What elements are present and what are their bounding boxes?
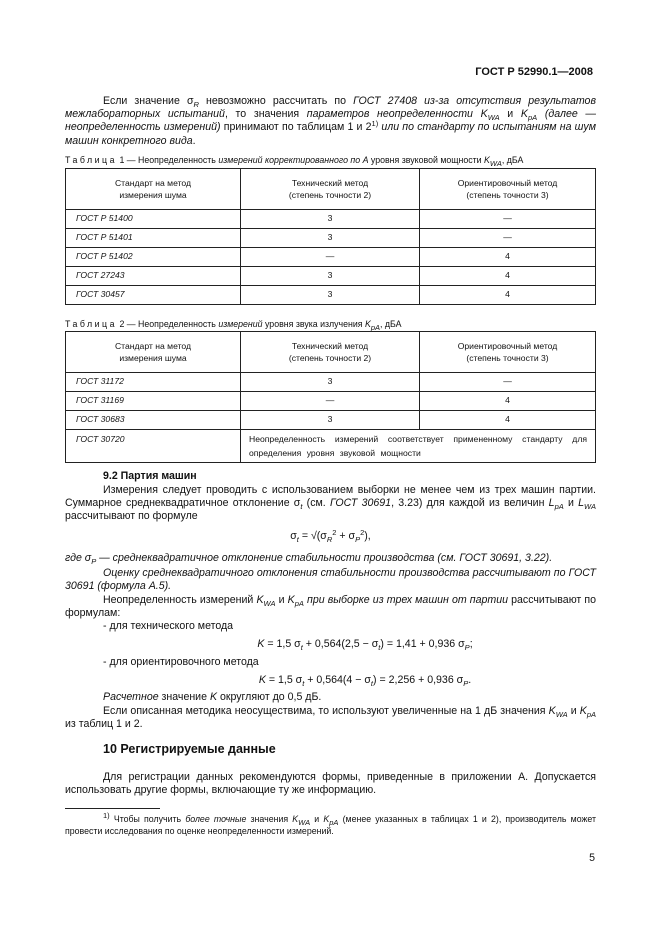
table-cell: ГОСТ Р 51401 <box>66 229 241 248</box>
text-segment: K <box>548 705 556 717</box>
text-segment: WA <box>555 710 568 719</box>
text-segment: K <box>257 638 265 650</box>
text-segment: из таблиц 1 и 2. <box>65 718 143 731</box>
text-segment: R <box>193 100 199 109</box>
merged-cell: Неопределенность измерений соответствует примененному стандарту для определения уровня звуковой мощности <box>241 430 596 463</box>
text-segment: невозможно рассчитать по <box>198 95 354 107</box>
table-cell: ГОСТ 27243 <box>66 267 241 286</box>
text-segment: K <box>323 814 330 824</box>
text-segment: значение <box>158 691 210 703</box>
text-segment: WA <box>298 818 311 827</box>
text-segment: t <box>370 679 374 688</box>
s92-paragraph-2 <box>65 552 596 565</box>
text-segment: pA <box>527 113 538 123</box>
s92-paragraph-4 <box>65 594 596 620</box>
text-segment: при выборке из трех машин от партии <box>303 594 509 606</box>
text-segment: 1) <box>371 119 379 129</box>
table-cell: 3 <box>241 411 420 430</box>
text-segment: ) = 1,41 + 0,936 σ <box>380 638 465 650</box>
table-cell: 4 <box>420 286 596 305</box>
text-segment: P <box>355 535 361 544</box>
text-segment: (далее — неопределенность измерений) <box>65 108 596 134</box>
text-segment: измерений корректированного по А <box>218 155 369 165</box>
table-cell: — <box>420 373 596 392</box>
table1-caption <box>65 154 523 167</box>
table-row <box>66 286 596 305</box>
text-segment: = √(σ <box>298 530 327 542</box>
text-segment: и <box>275 594 288 606</box>
text-segment: где σ <box>65 552 92 564</box>
text-segment: Расчетное <box>103 691 159 703</box>
table-row <box>66 267 596 286</box>
formula-sigma-t <box>65 530 596 543</box>
text-segment: , то значения <box>224 108 307 121</box>
table-cell: — <box>420 210 596 229</box>
text-segment: t <box>378 643 381 652</box>
text-segment: ГОСТ 30691 <box>329 497 392 510</box>
text-segment: — среднеквадратичное отклонение стабильности производства (см. ГОСТ 30691, 3.22). <box>96 552 553 564</box>
text-segment: , дБА <box>501 155 524 165</box>
text-segment: 2 — Неопределенность <box>117 319 219 329</box>
table-cell: 4 <box>420 392 596 411</box>
text-segment: + σ <box>336 530 356 542</box>
text-segment: WA <box>487 113 500 123</box>
table-cell: ГОСТ 31169 <box>66 392 241 411</box>
text-segment: и <box>563 497 579 510</box>
text-segment: pA <box>554 502 564 512</box>
intro-paragraph <box>65 95 596 148</box>
table-cell: ГОСТ 30720 <box>66 430 241 463</box>
text-segment: K <box>256 594 264 606</box>
table-cell: 3 <box>241 267 420 286</box>
text-segment: ГОСТ 27408 из-за отсутствия результатов межлабораторных испытаний <box>65 95 596 121</box>
text-segment: WA <box>489 159 502 168</box>
text-segment: (менее указанных в таблицах 1 и 2), производитель может провести исследования по оценке неопределенности измерений. <box>65 814 597 836</box>
s92-paragraph-5 <box>65 691 596 704</box>
formula-orientation <box>65 674 661 687</box>
text-segment: = 1,5 σ <box>264 638 301 650</box>
table1 <box>65 168 596 305</box>
table-cell: ГОСТ 30683 <box>66 411 241 430</box>
text-segment: измерений <box>218 319 263 329</box>
table-cell: — <box>420 229 596 248</box>
text-segment: уровня звуковой мощности <box>368 155 485 165</box>
text-segment: pA <box>586 710 596 719</box>
table-cell: 4 <box>420 267 596 286</box>
text-segment: . <box>192 134 196 147</box>
s92-paragraph-1 <box>65 484 596 524</box>
text-segment: K <box>484 155 490 165</box>
table-cell: 4 <box>420 248 596 267</box>
text-segment: L <box>548 497 555 510</box>
table-cell: 3 <box>241 373 420 392</box>
table-row <box>66 229 596 248</box>
table-row <box>66 373 596 392</box>
text-segment: pA <box>329 818 339 827</box>
text-segment: K <box>258 674 266 686</box>
text-segment: ), <box>364 530 371 542</box>
table-cell: — <box>241 248 420 267</box>
text-segment: Чтобы получить <box>109 814 186 824</box>
table2 <box>65 331 596 463</box>
text-segment: 2 <box>332 528 337 537</box>
text-segment: Если значение σ <box>103 95 194 107</box>
text-segment: WA <box>263 599 276 608</box>
text-segment: K <box>520 108 528 121</box>
text-segment: P <box>463 679 469 688</box>
table-cell: 3 <box>241 210 420 229</box>
table-cell: 4 <box>420 411 596 430</box>
table-cell: ГОСТ Р 51402 <box>66 248 241 267</box>
table-row <box>66 248 596 267</box>
text-segment: P <box>91 557 97 566</box>
table-cell: — <box>241 392 420 411</box>
text-segment: значения <box>246 814 293 824</box>
text-segment: параметров неопределенности K <box>306 108 488 121</box>
table-row <box>66 210 596 229</box>
text-segment: ) = 2,256 + 0,936 σ <box>373 674 464 686</box>
text-segment: R <box>326 535 333 544</box>
section-9-2-title: 9.2 Партия машин <box>103 470 197 482</box>
s92-paragraph-3 <box>65 567 596 593</box>
text-segment: 2 <box>360 528 365 537</box>
column-header: Стандарт на метод измерения шума <box>66 169 241 210</box>
text-segment: 1 — Неопределенность <box>117 155 219 165</box>
table-header-row <box>66 332 596 373</box>
text-segment: и <box>499 108 521 121</box>
table-cell: ГОСТ 30457 <box>66 286 241 305</box>
column-header: Технический метод (степень точности 2) <box>241 332 420 373</box>
footnote <box>65 813 596 837</box>
page-number: 5 <box>589 852 595 864</box>
text-segment: ; <box>469 638 473 650</box>
s10-paragraph: Для регистрации данных рекомендуются формы, приведенные в приложении А. Допускается использовать другие формы, включающие ту же информацию. <box>65 771 596 797</box>
text-segment: K <box>579 705 587 717</box>
s92-paragraph-6 <box>65 705 596 731</box>
text-segment: и <box>567 705 580 717</box>
text-segment: = 1,5 σ <box>265 674 303 686</box>
document-id: ГОСТ Р 52990.1—2008 <box>475 66 593 78</box>
text-segment: σ <box>290 530 297 542</box>
text-segment: , 3.23) для каждой из величин <box>391 497 549 510</box>
text-segment: . <box>468 674 472 686</box>
text-segment: K <box>292 814 299 824</box>
table2-caption <box>65 318 402 331</box>
text-segment: K <box>209 691 218 703</box>
text-segment: Оценку среднеквадратичного отклонения стабильности производства рассчитывают по ГОСТ 30691 (формула А.5). <box>65 567 596 593</box>
formula-technical <box>65 638 661 651</box>
table-row <box>66 411 596 430</box>
text-segment: L <box>578 497 585 510</box>
text-segment: округляют до 0,5 дБ. <box>217 691 322 703</box>
text-segment: рассчитывают по формуле <box>65 510 198 523</box>
text-segment: более точные <box>185 814 247 824</box>
text-segment: t <box>302 679 305 688</box>
text-segment: Измерения следует проводить с использованием выборки не менее чем из трех машин партии. Суммарное среднеквадратичное отклонение σ <box>65 484 596 510</box>
text-segment: K <box>287 594 295 606</box>
text-segment: рассчитывают по формулам: <box>65 594 596 620</box>
text-segment: или по стандарту по испытаниям на шум машин конкретного вида <box>65 121 596 147</box>
section-10-title: 10 Регистрируемые данные <box>103 742 276 756</box>
column-header: Ориентировочный метод (степень точности 3) <box>420 169 596 210</box>
table-cell: 3 <box>241 229 420 248</box>
text-segment: t <box>300 502 303 512</box>
text-segment: Неопределенность измерений <box>103 594 257 606</box>
text-segment: P <box>464 643 470 652</box>
column-header: Технический метод (степень точности 2) <box>241 169 420 210</box>
table-cell: ГОСТ 31172 <box>66 373 241 392</box>
text-segment: t <box>296 535 299 544</box>
text-segment: WA <box>584 502 596 512</box>
footnote-divider <box>65 808 160 809</box>
text-segment: pA <box>370 323 381 332</box>
table-cell: 3 <box>241 286 420 305</box>
text-segment: + 0,564(2,5 − σ <box>302 638 379 650</box>
text-segment: , дБА <box>380 319 402 329</box>
table-row <box>66 392 596 411</box>
text-segment: t <box>300 643 303 652</box>
text-segment: Таблица <box>65 319 117 329</box>
list-item-orientation: - для ориентировочного метода <box>103 656 259 668</box>
text-segment: (см. <box>302 497 330 510</box>
text-segment: K <box>364 319 371 329</box>
text-segment: 1) <box>103 811 110 820</box>
text-segment: + 0,564(4 − σ <box>304 674 371 686</box>
column-header: Ориентировочный метод (степень точности 3) <box>420 332 596 373</box>
table-row <box>66 430 596 463</box>
table-header-row <box>66 169 596 210</box>
text-segment: Таблица <box>65 155 117 165</box>
text-segment: уровня звука излучения <box>262 319 365 329</box>
text-segment: принимают по таблицам 1 и 2 <box>220 121 372 134</box>
text-segment: pA <box>294 599 304 608</box>
list-item-technical: - для технического метода <box>103 620 234 632</box>
table-cell: ГОСТ Р 51400 <box>66 210 241 229</box>
text-segment: Если описанная методика неосуществима, то используют увеличенные на 1 дБ значения <box>103 705 549 717</box>
text-segment: и <box>310 814 324 824</box>
column-header: Стандарт на метод измерения шума <box>66 332 241 373</box>
